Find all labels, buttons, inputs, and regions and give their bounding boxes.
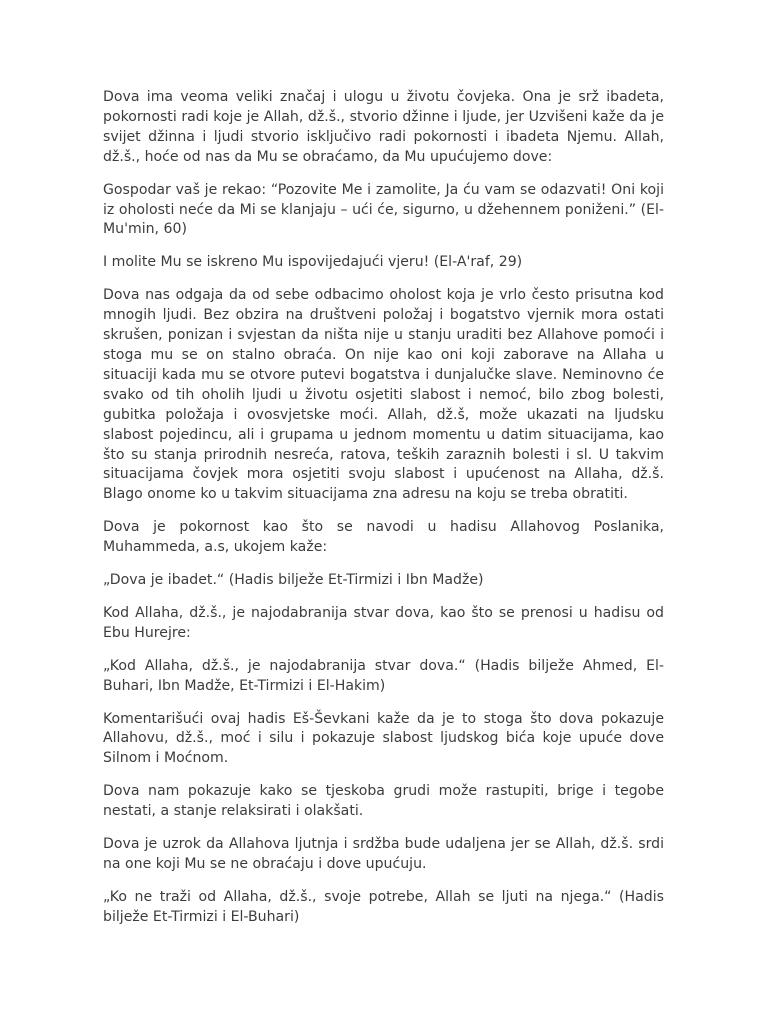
quote-paragraph: I molite Mu se iskreno Mu ispovijedajući vjeru! (El-A'raf, 29) [103,254,523,271]
paragraph: Dova je uzrok da Allahova ljutnja i srdžba bude udaljena jer se Allah, dž.š. srdi na one koji Mu se ne obraćaju i dove upućuju. [103,836,664,872]
paragraph: Gospodar vaš je rekao: “Pozovite Me i zamolite, Ja ću vam se odazvati! Oni koji iz oholosti neće da Mi se klanjaju – ući će, sigurno, u džehennem poniženi.” (El-Mu'min, 60) [103,181,664,238]
paragraph: Dova ima veoma veliki značaj i ulogu u životu čovjeka. Ona je srž ibadeta, pokornosti radi koje je Allah, dž.š., stvorio džinne i ljude, jer Uzvišeni kaže da je svijet džinna i ljudi stvorio isključivo radi pokornosti i ibadeta Njemu. Allah, dž.š., hoće od nas da Mu se obraćamo, da Mu upućujemo dove: [103,89,664,165]
paragraph: Kod Allaha, dž.š., je najodabranija stvar dova, kao što se prenosi u hadisu od Ebu Hurejre: [103,604,664,641]
quote-paragraph: „Kod Allaha, dž.š., je najodabranija stvar dova.“ (Hadis bilježe Ahmed, El-Buhari, Ibn Madže, Et-Tirmizi i El-Hakim) [103,657,664,694]
paragraph: Dova nam pokazuje kako se tjeskoba grudi može rastupiti, brige i tegobe nestati, a stanje relaksirati i olakšati. [103,783,664,820]
paragraph: Komentarišući ovaj hadis Eš-Ševkani kaže da je to stoga što dova pokazuje Allahovu, dž.š., moć i silu i pokazuje slabost ljudskog bića koje upuće dove Silnom i Moćnom. [103,710,664,767]
paragraph: Dova nas odgaja da od sebe odbacimo oholost koja je vrlo često prisutna kod mnogih ljudi. Bez obzira na društveni položaj i bogatstvo vjernik mora ostati skrušen, ponizan i svjestan da ništa nije u stanju uraditi bez Allahove pomoći i stoga mu se on stalno obraća. On nije kao oni koji zaborave na Allaha u situaciji kada mu se otvore putevi bogatstva i dunjalučke slave. Neminovno će svako od tih oholih ljudi u životu osjetiti slabost i nemoć, bilo zbog bolesti, gubitka položaja i ovosvjetske moći. Allah, dž.š, može ukazati na ljudsku slabost pojedincu, ali i grupama u jednom momentu u datim situacijama, kao što su stanja prirodnih nesreća, ratova, teških zaraznih bolesti i sl. U takvim situacijama čovjek mora osjetiti svoju slabost i upućenost na Allaha, dž.š. Blago onome ko u takvim situacijama zna adresu na koju se treba obratiti. [103,287,664,503]
document-body [103,88,664,941]
quote-paragraph: „Dova je ibadet.“ (Hadis bilježe Et-Tirmizi i Ibn Madže) [103,572,484,589]
paragraph: Dova je pokornost kao što se navodi u hadisu Allahovog Poslanika, Muhammeda, a.s, ukojem kaže: [103,519,664,556]
quote-paragraph: „Ko ne traži od Allaha, dž.š., svoje potrebe, Allah se ljuti na njega.“ (Hadis bilježe Et-Tirmizi i El-Buhari) [103,888,664,925]
